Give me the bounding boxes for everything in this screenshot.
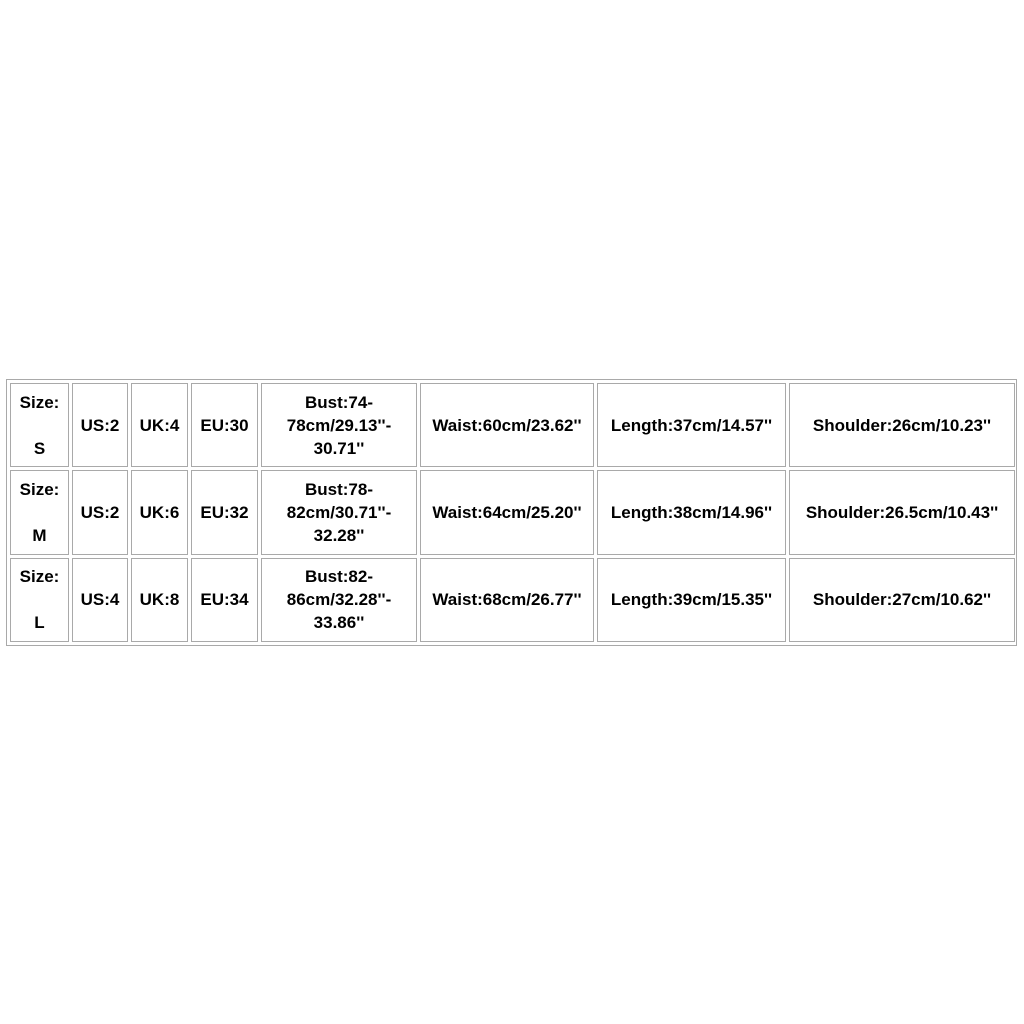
bust-line: Bust:82-	[304, 567, 373, 587]
eu-size-cell: EU:30	[191, 383, 258, 467]
bust-line: 33.86''	[313, 613, 365, 633]
size-label: Size:	[19, 567, 60, 587]
bust-line: Bust:74-	[304, 392, 373, 412]
uk-size-cell: UK:4	[131, 383, 188, 467]
size-cell	[10, 383, 69, 467]
table-row	[10, 383, 1015, 467]
waist-cell: Waist:68cm/26.77''	[420, 558, 594, 642]
table-row	[10, 470, 1015, 554]
us-size-cell: US:4	[72, 558, 128, 642]
eu-size-cell: EU:34	[191, 558, 258, 642]
bust-line: 86cm/32.28''-	[286, 590, 392, 610]
bust-cell	[261, 470, 417, 554]
size-label: Size:	[19, 392, 60, 412]
waist-cell: Waist:64cm/25.20''	[420, 470, 594, 554]
bust-line: Bust:78-	[304, 479, 373, 499]
shoulder-cell: Shoulder:26.5cm/10.43''	[789, 470, 1015, 554]
size-value: M	[32, 525, 47, 545]
size-value: S	[33, 438, 46, 458]
bust-cell	[261, 558, 417, 642]
length-cell: Length:39cm/15.35''	[597, 558, 786, 642]
length-cell: Length:37cm/14.57''	[597, 383, 786, 467]
size-value: L	[34, 613, 45, 633]
bust-cell	[261, 383, 417, 467]
waist-cell: Waist:60cm/23.62''	[420, 383, 594, 467]
size-label: Size:	[19, 479, 60, 499]
bust-line: 82cm/30.71''-	[286, 502, 392, 522]
bust-line: 30.71''	[313, 438, 365, 458]
bust-line: 32.28''	[313, 525, 365, 545]
size-chart	[6, 379, 1017, 646]
shoulder-cell: Shoulder:27cm/10.62''	[789, 558, 1015, 642]
us-size-cell: US:2	[72, 470, 128, 554]
uk-size-cell: UK:8	[131, 558, 188, 642]
us-size-cell: US:2	[72, 383, 128, 467]
shoulder-cell: Shoulder:26cm/10.23''	[789, 383, 1015, 467]
length-cell: Length:38cm/14.96''	[597, 470, 786, 554]
bust-line: 78cm/29.13''-	[286, 415, 392, 435]
table-row	[10, 558, 1015, 642]
eu-size-cell: EU:32	[191, 470, 258, 554]
size-cell	[10, 558, 69, 642]
size-chart-table	[7, 380, 1018, 645]
uk-size-cell: UK:6	[131, 470, 188, 554]
size-cell	[10, 470, 69, 554]
